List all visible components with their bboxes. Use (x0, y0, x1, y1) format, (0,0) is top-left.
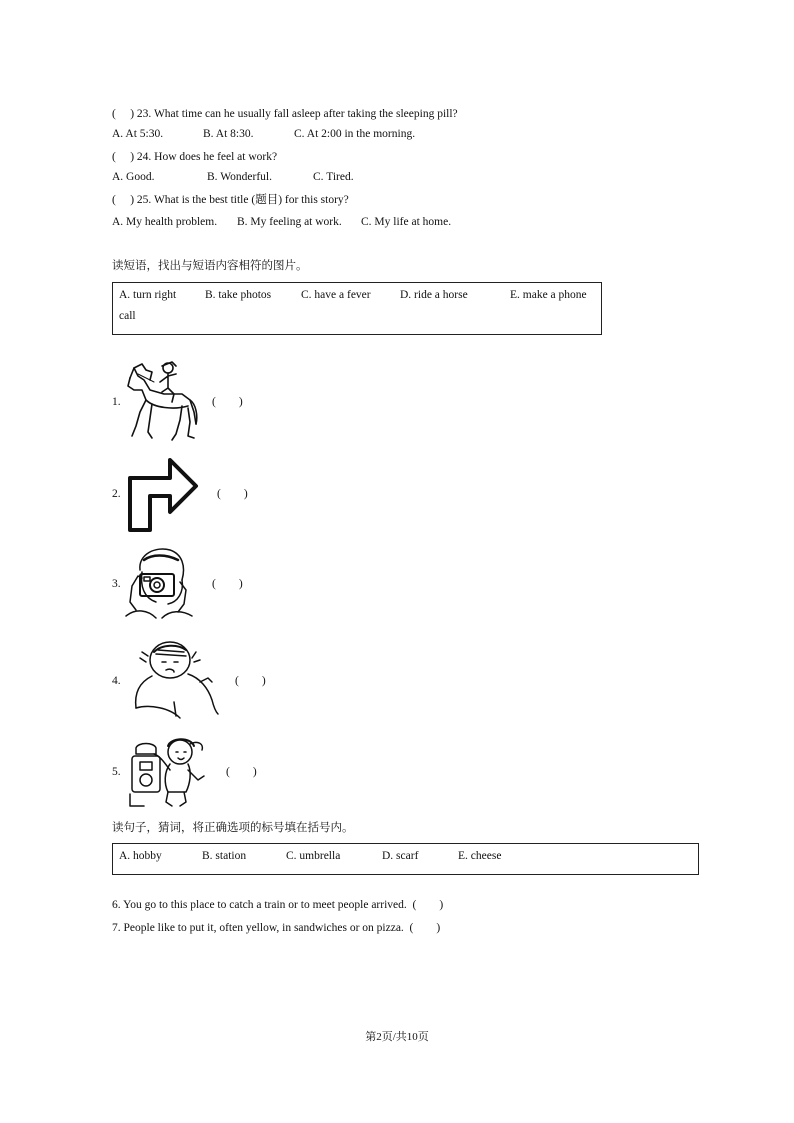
sentence-6: 6. You go to this place to catch a train or to meet people arrived. ( ) (112, 899, 444, 911)
item-3-number: 3. (112, 578, 121, 590)
box2-option-c: C. umbrella (286, 850, 341, 862)
box2-option-e: E. cheese (458, 850, 502, 862)
section2-instruction: 读句子，猜词，将正确选项的标号填在括号内。 (112, 822, 354, 834)
box1-option-b: B. take photos (205, 289, 272, 301)
box1-option-e: E. make a phone (510, 289, 587, 301)
q23-option-c: C. At 2:00 in the morning. (294, 128, 416, 140)
q23-option-a: A. At 5:30. (112, 128, 164, 140)
section2-word-box (112, 843, 699, 875)
turn-right-arrow-icon (126, 456, 202, 534)
sick-child-icon (130, 638, 220, 722)
q25-option-c: C. My life at home. (361, 216, 452, 228)
box1-option-a: A. turn right (119, 289, 177, 301)
question-23-stem: ( ) 23. What time can he usually fall asleep after taking the sleeping pill? (112, 108, 458, 120)
girl-phone-icon (124, 736, 212, 810)
item-4-number: 4. (112, 675, 121, 687)
sentence-7: 7. People like to put it, often yellow, in sandwiches or on pizza. ( ) (112, 922, 441, 934)
item-5-number: 5. (112, 766, 121, 778)
q24-option-c: C. Tired. (313, 171, 354, 183)
horse-rider-icon (124, 360, 200, 442)
question-24-stem: ( ) 24. How does he feel at work? (112, 151, 278, 163)
item-1-answer-bracket[interactable]: ( ) (212, 396, 243, 408)
q25-option-b: B. My feeling at work. (237, 216, 342, 228)
q23-option-b: B. At 8:30. (203, 128, 254, 140)
box2-option-a: A. hobby (119, 850, 162, 862)
q24-option-b: B. Wonderful. (207, 171, 272, 183)
section1-instruction: 读短语，找出与短语内容相符的图片。 (112, 260, 308, 272)
item-2-answer-bracket[interactable]: ( ) (217, 488, 248, 500)
camera-man-icon (122, 546, 198, 622)
box2-option-b: B. station (202, 850, 247, 862)
item-4-answer-bracket[interactable]: ( ) (235, 675, 266, 687)
section1-word-box (112, 282, 602, 335)
item-1-number: 1. (112, 396, 121, 408)
box1-option-e-wrap: call (119, 310, 136, 322)
question-25-stem: ( ) 25. What is the best title (题目) for this story? (112, 194, 349, 206)
item-3-answer-bracket[interactable]: ( ) (212, 578, 243, 590)
item-5-answer-bracket[interactable]: ( ) (226, 766, 257, 778)
item-2-number: 2. (112, 488, 121, 500)
q25-option-a: A. My health problem. (112, 216, 218, 228)
box2-option-d: D. scarf (382, 850, 419, 862)
page-footer: 第2页/共10页 (365, 1031, 429, 1043)
q24-option-a: A. Good. (112, 171, 155, 183)
box1-option-d: D. ride a horse (400, 289, 468, 301)
box1-option-c: C. have a fever (301, 289, 371, 301)
